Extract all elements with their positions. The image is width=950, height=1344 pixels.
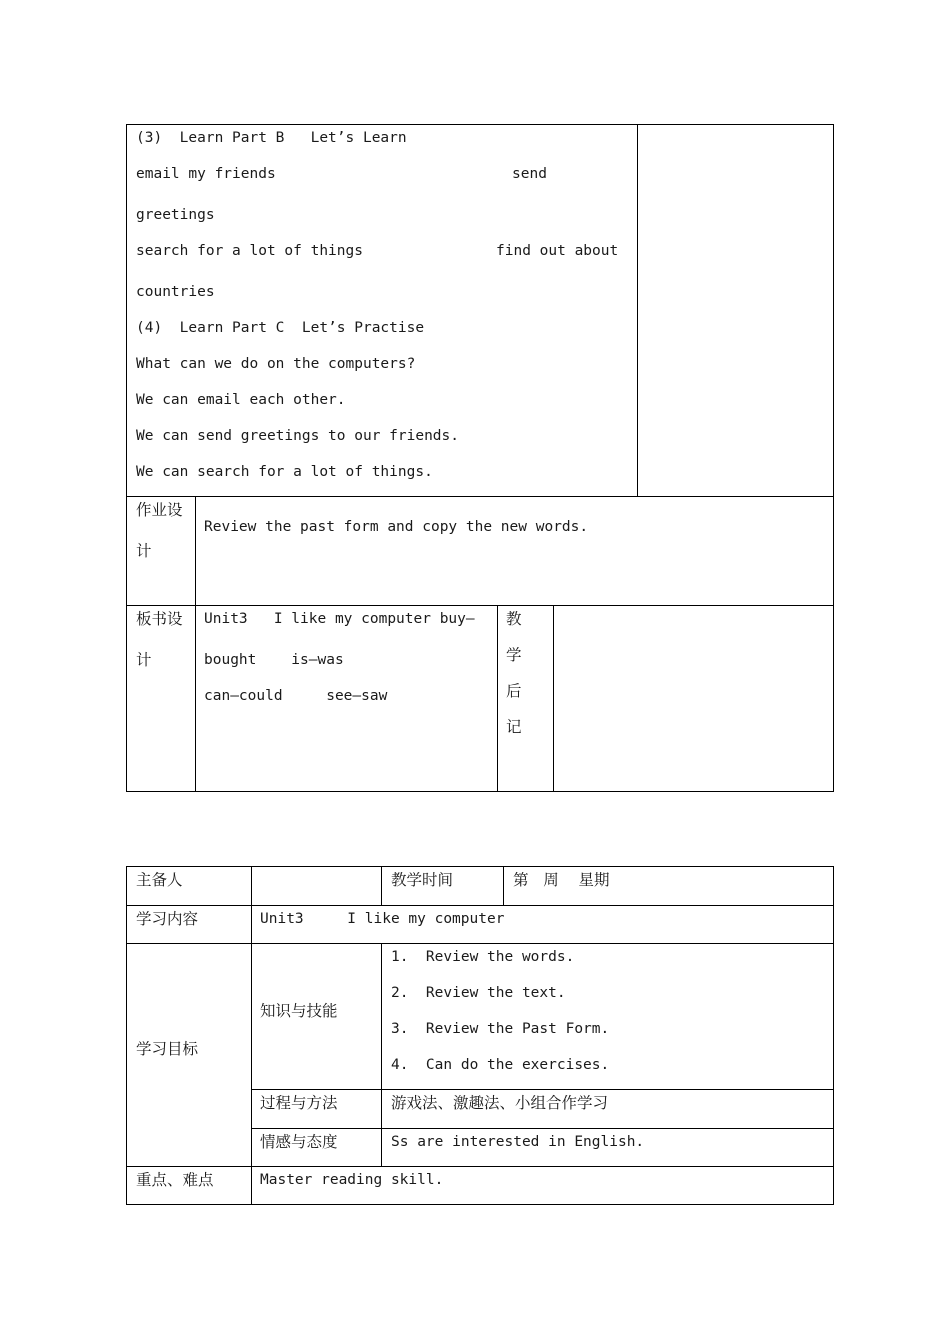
preparer-label: 主备人 (136, 871, 183, 889)
table2-divider (381, 943, 382, 1166)
board-line: can—could see—saw (204, 688, 388, 704)
practise-answer: We can email each other. (136, 392, 346, 408)
learning-objectives-label: 学习目标 (136, 1040, 199, 1058)
teaching-notes-label: 教 (506, 610, 522, 628)
practise-answer: We can search for a lot of things. (136, 464, 433, 480)
teaching-notes-label: 后 (506, 682, 522, 700)
teaching-notes-label: 记 (506, 718, 522, 736)
phrase-send: send (512, 166, 547, 182)
table2-divider (251, 866, 252, 1205)
attitude-label: 情感与态度 (260, 1133, 338, 1151)
board-design-label: 计 (136, 651, 152, 669)
table2-divider (381, 866, 382, 905)
objective-item: 4. Can do the exercises. (391, 1057, 610, 1073)
table2-divider (503, 866, 504, 905)
phrase-search: search for a lot of things (136, 243, 363, 259)
learning-content-label: 学习内容 (136, 910, 199, 928)
table2-divider (251, 1089, 834, 1090)
procedure-step-3: (3) Learn Part B Let’s Learn (136, 130, 407, 146)
phrase-find-out-about: find out about (496, 243, 619, 259)
process-methods-value: 游戏法、激趣法、小组合作学习 (391, 1094, 609, 1112)
board-design-label: 板书设 (136, 610, 183, 628)
teaching-time-label: 教学时间 (391, 871, 454, 889)
objective-item: 2. Review the text. (391, 985, 566, 1001)
homework-content: Review the past form and copy the new words. (204, 519, 589, 535)
phrase-greetings: greetings (136, 207, 215, 223)
process-methods-label: 过程与方法 (260, 1094, 338, 1112)
procedure-step-4: (4) Learn Part C Let’s Practise (136, 320, 425, 336)
table1-divider (553, 605, 554, 792)
key-points-value: Master reading skill. (260, 1172, 444, 1188)
table2-divider (126, 1166, 834, 1167)
practise-answer: We can send greetings to our friends. (136, 428, 460, 444)
teaching-notes-label: 学 (506, 646, 522, 664)
table1-divider (126, 496, 834, 497)
objective-item: 1. Review the words. (391, 949, 575, 965)
table2-divider (126, 943, 834, 944)
knowledge-skills-label: 知识与技能 (260, 1002, 338, 1020)
phrase-countries: countries (136, 284, 215, 300)
phrase-email-my-friends: email my friends (136, 166, 276, 182)
table1-divider (637, 124, 638, 496)
practise-question: What can we do on the computers? (136, 356, 416, 372)
table2-divider (251, 1128, 834, 1129)
key-points-label: 重点、难点 (136, 1171, 214, 1189)
table1-divider (195, 496, 196, 792)
homework-label: 作业设 (136, 501, 183, 519)
board-line: Unit3 I like my computer buy— (204, 611, 475, 627)
week-day-field: 第 周 星期 (513, 871, 610, 889)
attitude-value: Ss are interested in English. (391, 1134, 645, 1150)
objective-item: 3. Review the Past Form. (391, 1021, 610, 1037)
homework-label: 计 (136, 542, 152, 560)
table1-divider (497, 605, 498, 792)
table1-divider (126, 605, 834, 606)
learning-content-value: Unit3 I like my computer (260, 911, 505, 927)
board-line: bought is—was (204, 652, 344, 668)
table2-divider (126, 905, 834, 906)
